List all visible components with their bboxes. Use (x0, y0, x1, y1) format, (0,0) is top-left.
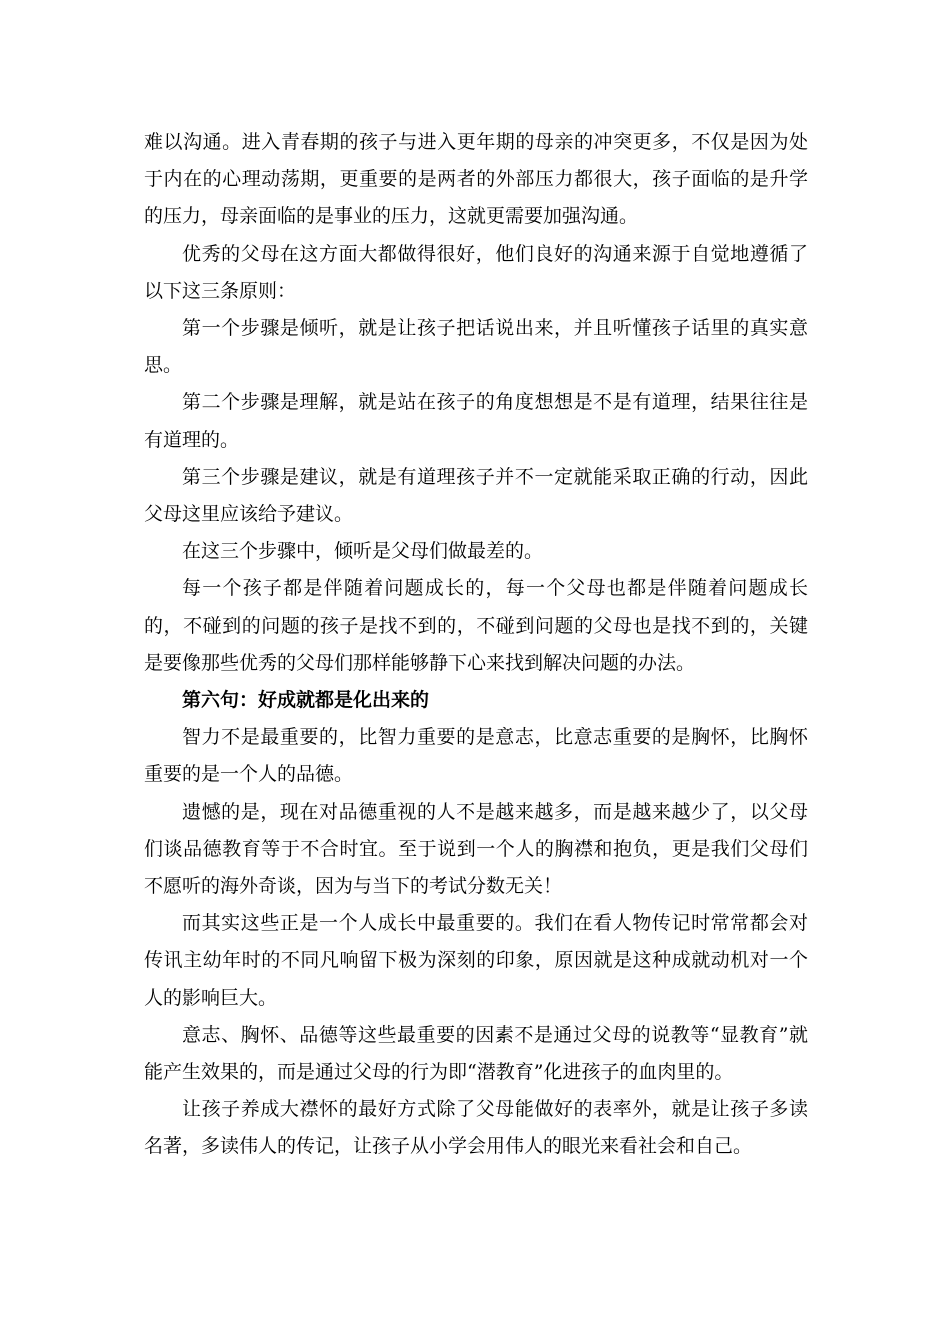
paragraph-step-one: 第一个步骤是倾听，就是让孩子把话说出来，并且听懂孩子话里的真实意思。 (144, 317, 808, 377)
paragraph: 在这三个步骤中，倾听是父母们做最差的。 (182, 540, 544, 563)
section-heading: 第六句：好成就都是化出来的 (182, 689, 430, 712)
paragraph: 让孩子养成大襟怀的最好方式除了父母能做好的表率外，就是让孩子多读名著，多读伟人的传记，让孩子从小学会用伟人的眼光来看社会和自己。 (144, 1098, 808, 1158)
paragraph-continuation: 难以沟通。进入青春期的孩子与进入更年期的母亲的冲突更多，不仅是因为处于内在的心理动荡期，更重要的是两者的外部压力都很大，孩子面临的是升学的压力，母亲面临的是事业的压力，这就更需要加强沟通。 (144, 131, 808, 228)
paragraph: 而其实这些正是一个人成长中最重要的。我们在看人物传记时常常都会对传讯主幼年时的不同凡响留下极为深刻的印象，原因就是这种成就动机对一个人的影响巨大。 (144, 912, 808, 1009)
paragraph-step-two: 第二个步骤是理解，就是站在孩子的角度想想是不是有道理，结果往往是有道理的。 (144, 391, 808, 451)
paragraph: 遗憾的是，现在对品德重视的人不是越来越多，而是越来越少了，以父母们谈品德教育等于不合时宜。至于说到一个人的胸襟和抱负，更是我们父母们不愿听的海外奇谈，因为与当下的考试分数无关！ (144, 800, 808, 898)
paragraph: 智力不是最重要的，比智力重要的是意志，比意志重要的是胸怀，比胸怀重要的是一个人的品德。 (144, 726, 808, 786)
paragraph: 每一个孩子都是伴随着问题成长的，每一个父母也都是伴随着问题成长的，不碰到的问题的孩子是找不到的，不碰到问题的父母也是找不到的，关键是要像那些优秀的父母们那样能够静下心来找到解决问题的办法。 (144, 577, 808, 674)
paragraph: 意志、胸怀、品德等这些最重要的因素不是通过父母的说教等“显教育”就能产生效果的，而是通过父母的行为即“潜教育”化进孩子的血肉里的。 (144, 1023, 808, 1084)
document-body (144, 124, 808, 1166)
paragraph-step-three: 第三个步骤是建议，就是有道理孩子并不一定就能采取正确的行动，因此父母这里应该给予建议。 (144, 465, 808, 526)
paragraph: 优秀的父母在这方面大都做得很好，他们良好的沟通来源于自觉地遵循了以下这三条原则： (144, 242, 808, 302)
